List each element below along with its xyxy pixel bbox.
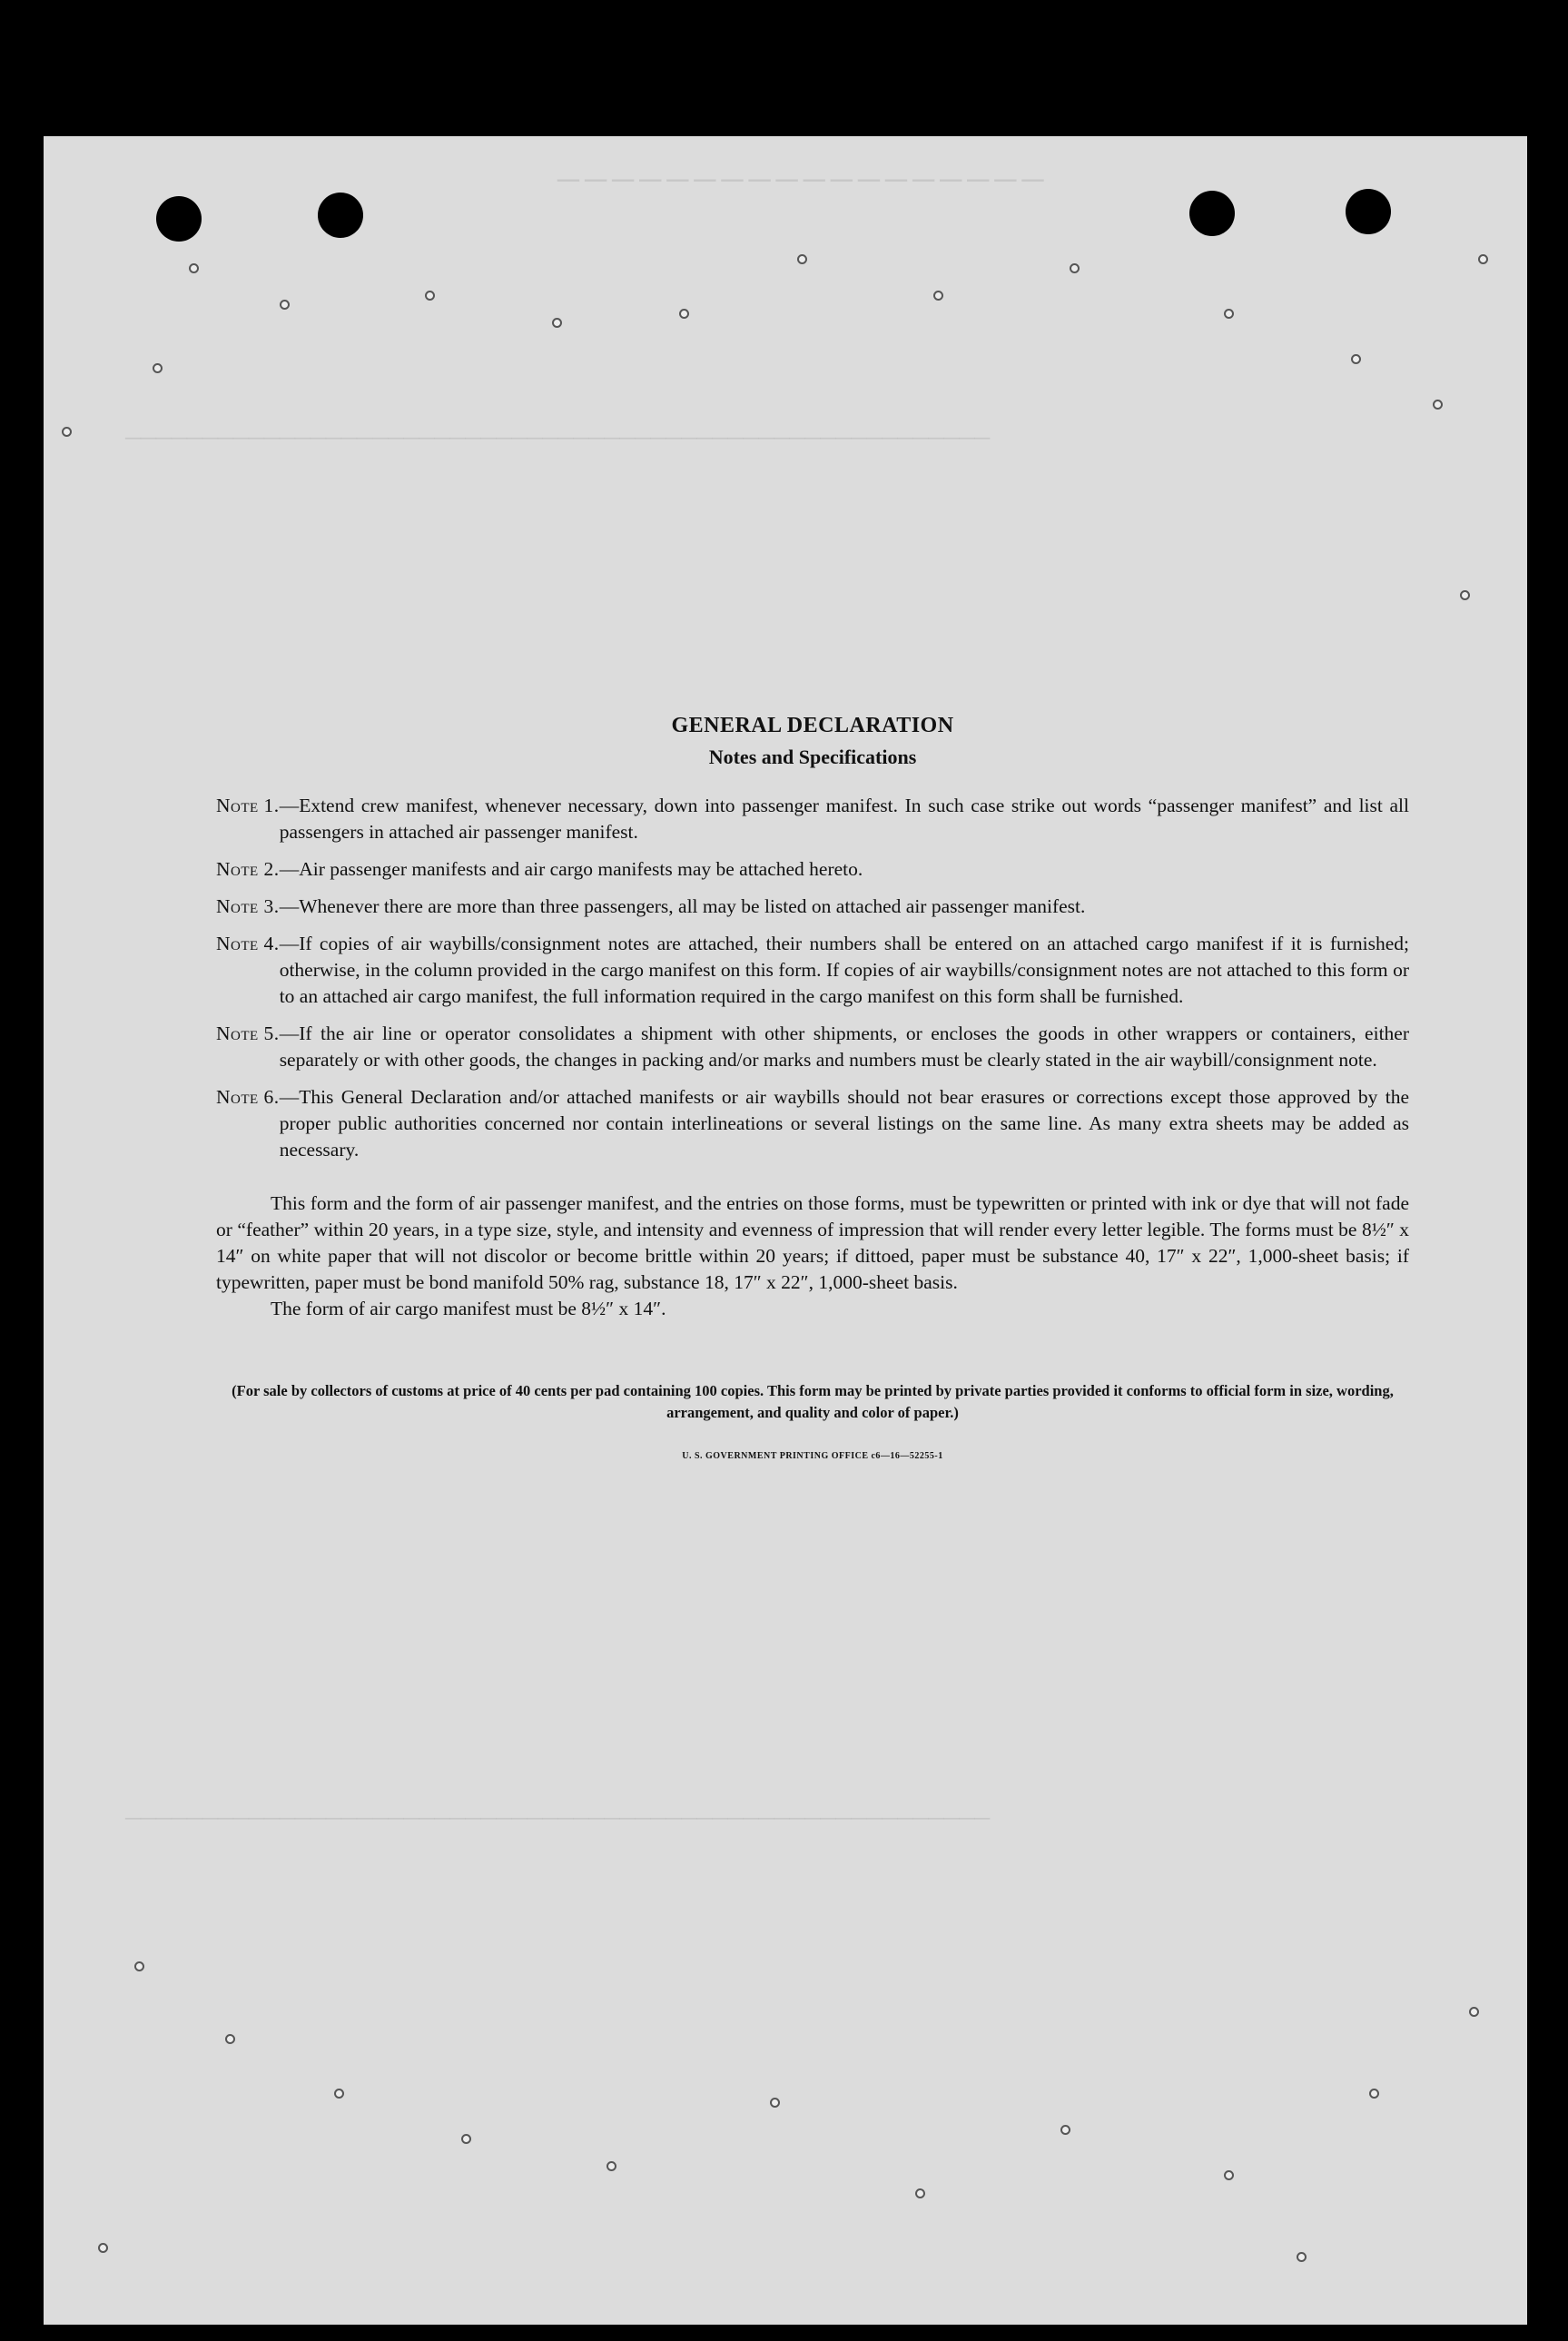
note-text: —If the air line or operator consolidates a shipment with other shipments, or encloses the goods in other wrappers or containers, either separately or with other goods, the changes in packing and/or marks and numbers must be clearly stated in the air waybill/consignment note.	[279, 1022, 1409, 1071]
note-label: Note 4.	[216, 933, 280, 954]
note-3	[216, 894, 1409, 920]
sale-note: (For sale by collectors of customs at price of 40 cents per pad containing 100 copies. This form may be printed by private parties provided it conforms to official form in size, wording, arrangement, and quality and color of paper.)	[232, 1382, 1394, 1421]
bleed-through: ────────────────────────────────────────────────────────	[125, 427, 991, 450]
speckle	[679, 309, 689, 319]
speckle	[933, 291, 943, 301]
punch-hole	[1346, 189, 1391, 234]
page-subtitle: Notes and Specifications	[708, 746, 917, 768]
note-text: —Air passenger manifests and air cargo manifests may be attached hereto.	[279, 858, 863, 880]
note-5	[216, 1021, 1409, 1073]
speckle	[225, 2034, 235, 2044]
note-text: —Whenever there are more than three passengers, all may be listed on attached air passenger manifest.	[279, 895, 1086, 917]
speckle	[334, 2089, 344, 2099]
note-4	[216, 931, 1409, 1010]
form-specification-paragraph: This form and the form of air passenger manifest, and the entries on those forms, must be typewritten or printed with ink or dye that will not fade or “feather” within 20 years, in a type size, style, and intensity and evenness of impression that will render every letter legible. The forms must be 8½″ x 14″ on white paper that will not discolor or become brittle within 20 years; if dittoed, paper must be substance 40, 17″ x 22″, 1,000-sheet basis; if typewritten, paper must be bond manifold 50% rag, substance 18, 17″ x 22″, 1,000-sheet basis.	[216, 1192, 1409, 1293]
speckle	[1060, 2125, 1070, 2135]
speckle	[1478, 254, 1488, 264]
speckle	[1351, 354, 1361, 364]
note-label: Note 3.	[216, 895, 280, 917]
bleed-through: ──────────────────	[552, 163, 1044, 197]
speckle	[797, 254, 807, 264]
note-text: —Extend crew manifest, whenever necessary, down into passenger manifest. In such case strike out words “passenger manifest” and list all passengers in attached air passenger manifest.	[279, 795, 1409, 843]
speckle	[770, 2098, 780, 2108]
bleed-through: ────────────────────────────────────────────────────────	[125, 1807, 991, 1831]
printer-imprint: U. S. GOVERNMENT PRINTING OFFICE c6—16—52255-1	[682, 1451, 943, 1461]
notes-content	[216, 714, 1409, 1461]
speckle	[62, 427, 72, 437]
speckle	[552, 318, 562, 328]
speckle	[1469, 2007, 1479, 2017]
cargo-manifest-size-line: The form of air cargo manifest must be 8½″ x 14″.	[271, 1298, 666, 1319]
speckle	[1369, 2089, 1379, 2099]
punch-hole	[1189, 191, 1235, 236]
speckle	[606, 2161, 616, 2171]
speckle	[915, 2188, 925, 2198]
punch-hole	[156, 196, 202, 242]
speckle	[280, 300, 290, 310]
note-1	[216, 793, 1409, 845]
speckle	[134, 1961, 144, 1971]
note-6	[216, 1084, 1409, 1163]
note-text: —This General Declaration and/or attached manifests or air waybills should not bear erasures or corrections except those approved by the proper public authorities concerned nor contain interlineations or several listings on the same line. As many extra sheets may be added as necessary.	[279, 1086, 1409, 1161]
speckle	[1433, 400, 1443, 410]
page-title: GENERAL DECLARATION	[671, 714, 954, 737]
note-label: Note 2.	[216, 858, 280, 880]
speckle	[461, 2134, 471, 2144]
note-label: Note 5.	[216, 1022, 280, 1044]
speckle	[153, 363, 163, 373]
punch-hole	[318, 193, 363, 238]
speckle	[98, 2243, 108, 2253]
note-label: Note 1.	[216, 795, 280, 816]
speckle	[1070, 263, 1080, 273]
speckle	[1224, 309, 1234, 319]
speckle	[425, 291, 435, 301]
note-label: Note 6.	[216, 1086, 280, 1108]
speckle	[1460, 590, 1470, 600]
speckle	[1297, 2252, 1307, 2262]
note-text: —If copies of air waybills/consignment notes are attached, their numbers shall be entered on an attached cargo manifest if it is furnished; otherwise, in the column provided in the cargo manifest on this form. If copies of air waybills/consignment notes are not attached to this form or to an attached air cargo manifest, the full information required in the cargo manifest on this form shall be furnished.	[279, 933, 1409, 1007]
speckle	[189, 263, 199, 273]
document-sheet	[44, 136, 1527, 2325]
speckle	[1224, 2170, 1234, 2180]
note-2	[216, 856, 1409, 883]
